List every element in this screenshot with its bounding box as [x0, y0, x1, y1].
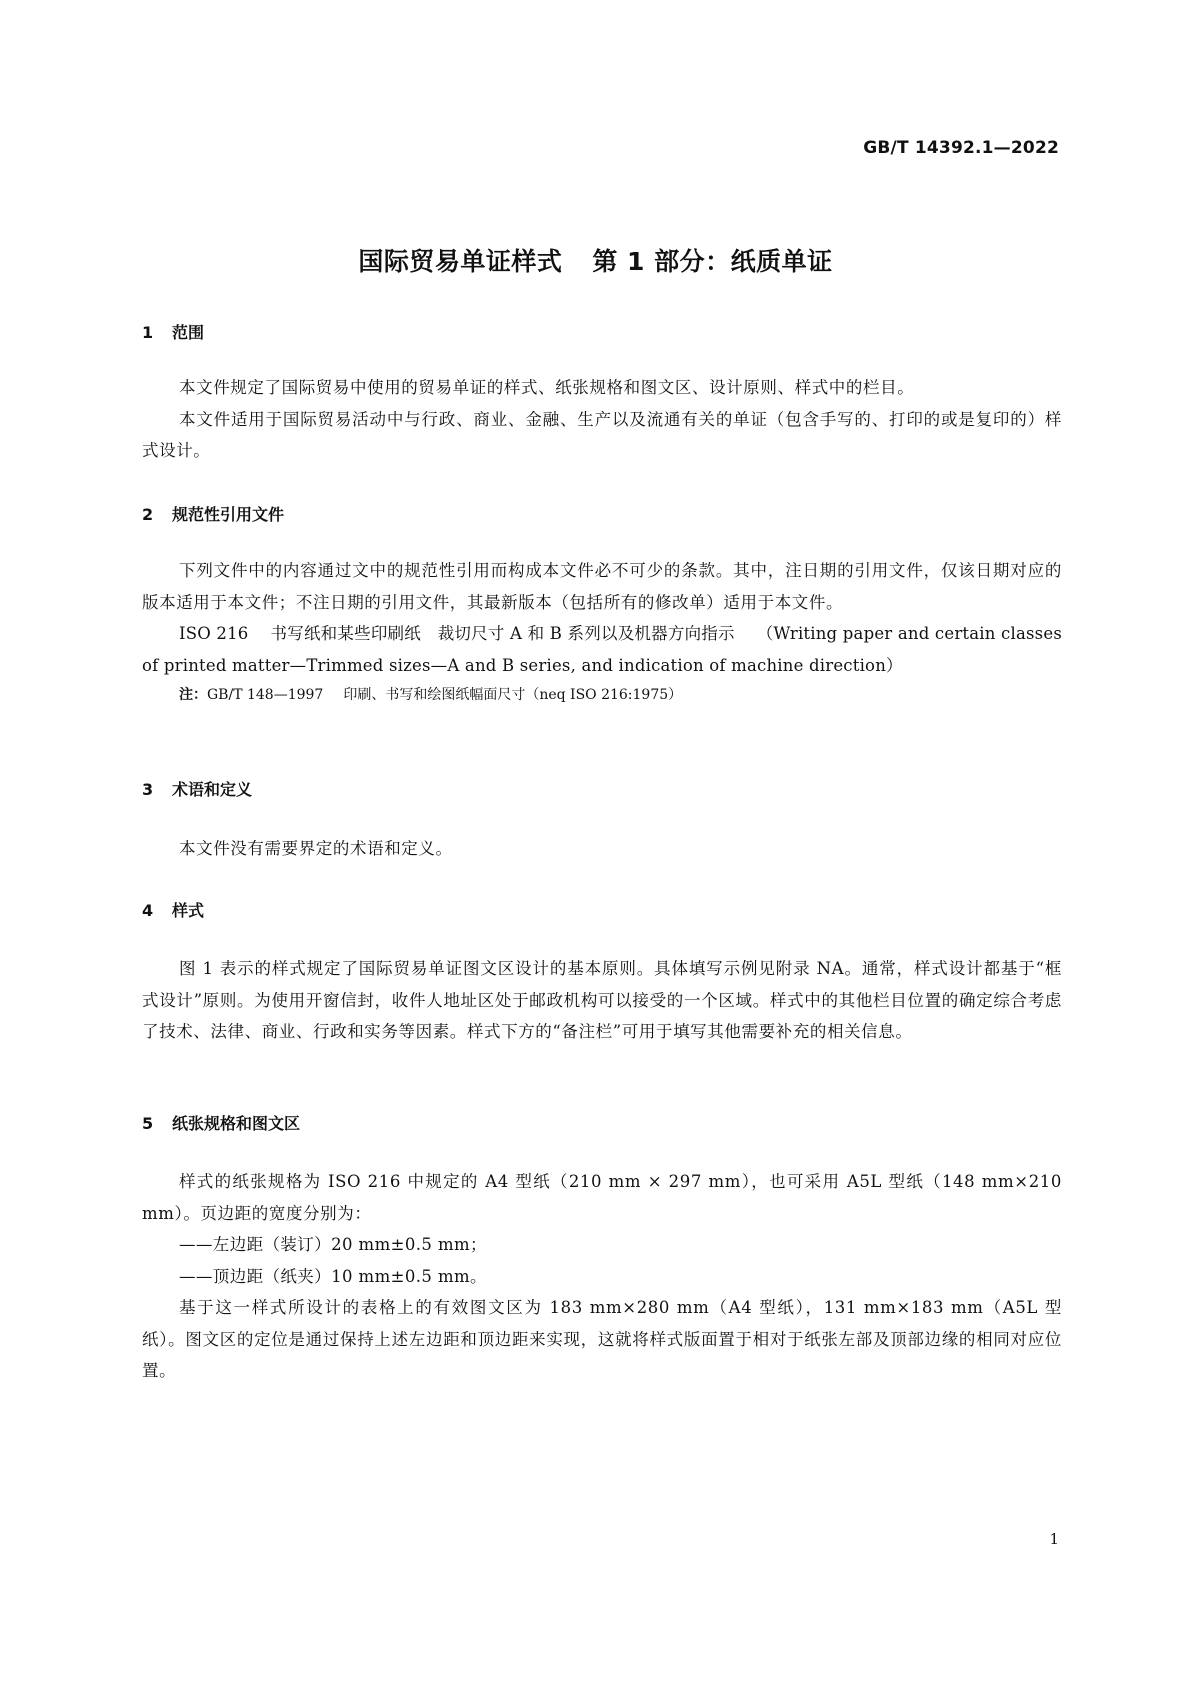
section-3-body [142, 833, 1062, 865]
list-item: ——顶边距（纸夹）10 mm±0.5 mm。 [179, 1266, 487, 1286]
section-title: 样式 [172, 901, 205, 920]
document-title-part: 第 1 部分：纸质单证 [592, 247, 833, 276]
list-item: ——左边距（装订）20 mm±0.5 mm； [179, 1235, 487, 1254]
normative-reference [142, 618, 1062, 681]
section-number: 5 [142, 1114, 154, 1133]
reference-title-en: （Writing paper and certain classes of printed matter—Trimmed sizes—A and B series, and indication of machine direction） [142, 624, 1062, 675]
paragraph: 本文件规定了国际贸易中使用的贸易单证的样式、纸张规格和图文区、设计原则、样式中的栏目。 [179, 378, 915, 397]
document-title [0, 242, 1191, 278]
note-code: GB/T 148—1997 [207, 687, 324, 703]
page-number: 1 [1049, 1530, 1059, 1548]
section-title: 范围 [172, 323, 205, 342]
section-4-body [142, 953, 1062, 1048]
section-2-heading [142, 504, 1062, 526]
section-title: 规范性引用文件 [172, 505, 285, 524]
section-1-body [142, 372, 1062, 467]
paragraph: 基于这一样式所设计的表格上的有效图文区为 183 mm×280 mm（A4 型纸），131 mm×183 mm（A5L 型纸）。图文区的定位是通过保持上述左边距和顶边距来实现，这就将样式版面置于相对于纸张左部及顶部边缘的相同对应位置。 [142, 1298, 1062, 1380]
document-title-main: 国际贸易单证样式 [358, 247, 563, 276]
section-2-body [142, 555, 1062, 709]
section-number: 3 [142, 780, 154, 799]
section-4-heading [142, 900, 1062, 922]
note-label: 注： [179, 687, 207, 703]
section-5-heading [142, 1113, 1062, 1135]
section-number: 4 [142, 901, 154, 920]
reference-code: ISO 216 [179, 624, 249, 643]
section-1-heading [142, 322, 1062, 344]
reference-title-cn: 书写纸和某些印刷纸 裁切尺寸 A 和 B 系列以及机器方向指示 [270, 624, 735, 643]
standard-code: GB/T 14392.1—2022 [863, 138, 1059, 158]
section-number: 1 [142, 323, 154, 342]
paragraph: 下列文件中的内容通过文中的规范性引用而构成本文件必不可少的条款。其中，注日期的引用文件，仅该日期对应的版本适用于本文件；不注日期的引用文件，其最新版本（包括所有的修改单）适用于本文件。 [142, 561, 1062, 612]
note-text: 印刷、书写和绘图纸幅面尺寸（neq ISO 216:1975） [343, 687, 683, 703]
paragraph: 图 1 表示的样式规定了国际贸易单证图文区设计的基本原则。具体填写示例见附录 NA。通常，样式设计都基于“框式设计”原则。为使用开窗信封，收件人地址区处于邮政机构可以接受的一个区域。样式中的其他栏目位置的确定综合考虑了技术、法律、商业、行政和实务等因素。样式下方的“备注栏”可用于填写其他需要补充的相关信息。 [142, 959, 1062, 1041]
reference-note [142, 681, 1062, 709]
section-title: 术语和定义 [172, 780, 253, 799]
section-3-heading [142, 779, 1062, 801]
paragraph: 本文件适用于国际贸易活动中与行政、商业、金融、生产以及流通有关的单证（包含手写的、打印的或是复印的）样式设计。 [142, 409, 1062, 460]
paragraph: 本文件没有需要界定的术语和定义。 [179, 839, 453, 858]
section-number: 2 [142, 505, 154, 524]
paragraph: 样式的纸张规格为 ISO 216 中规定的 A4 型纸（210 mm × 297 mm），也可采用 A5L 型纸（148 mm×210 mm）。页边距的宽度分别为： [142, 1172, 1062, 1223]
section-5-body [142, 1166, 1062, 1387]
section-title: 纸张规格和图文区 [172, 1114, 301, 1133]
